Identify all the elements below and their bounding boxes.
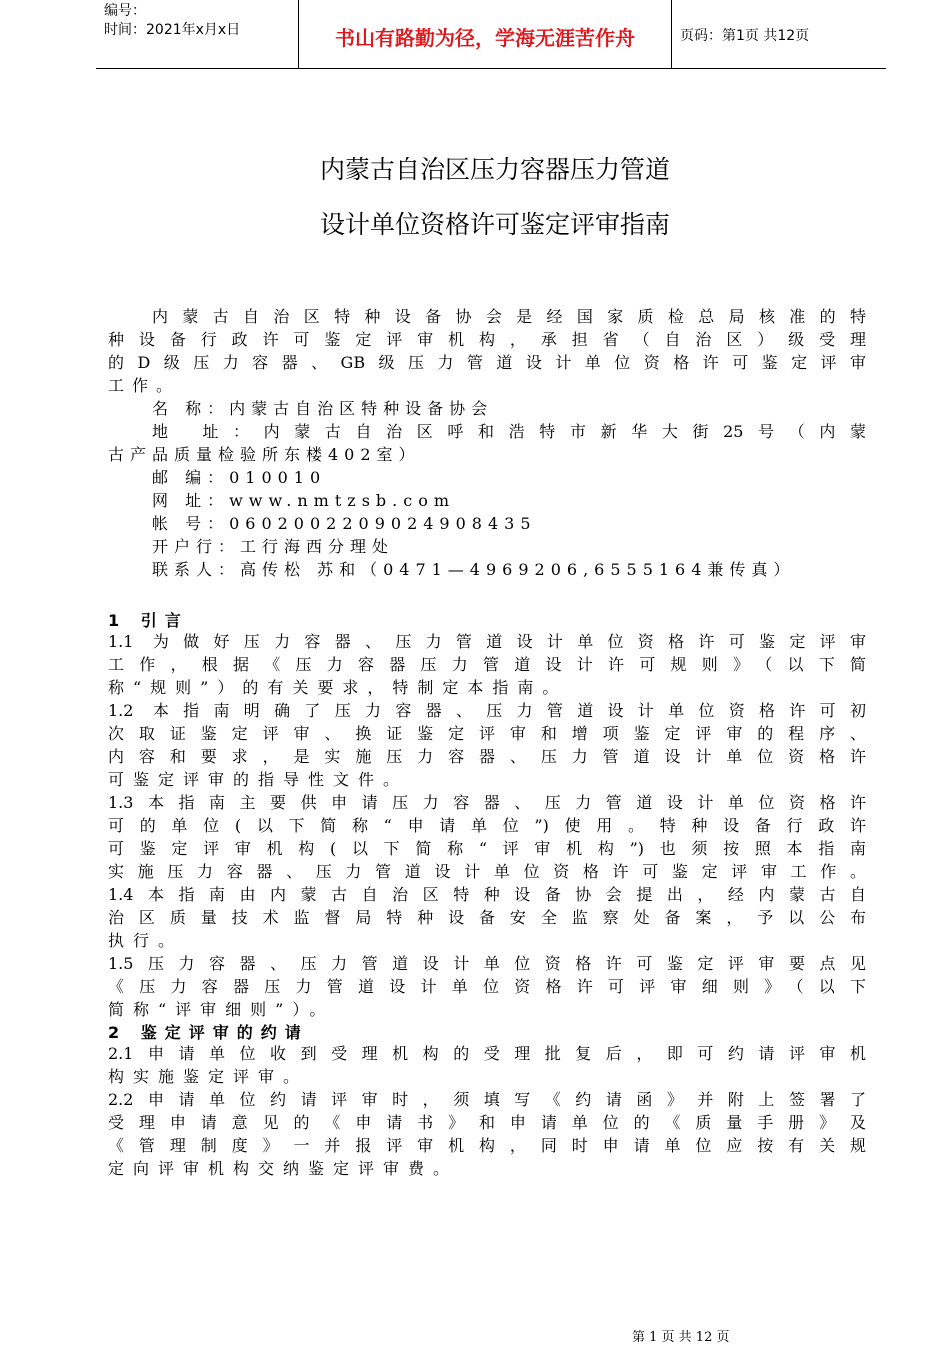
paragraph-line: 2.2申请单位约请评审时，须填写《约请函》并附上签署了 xyxy=(108,1090,866,1109)
contact-postcode: 邮 编：010010 xyxy=(152,468,327,487)
paragraph-line: 简称“评审细则”）。 xyxy=(108,1000,335,1019)
page-footer: 第 1 页 共 12 页 xyxy=(632,1330,730,1345)
paragraph-line: 1.1 为做好压力容器、压力管道设计单位资格许可鉴定评审 xyxy=(108,632,866,651)
paragraph-line: 称“规则”）的有关要求，特制定本指南。 xyxy=(108,678,568,697)
document-title-line-1: 内蒙古自治区压力容器压力管道 xyxy=(319,155,670,184)
paragraph-line: 构实施鉴定评审。 xyxy=(108,1067,309,1086)
contact-address-cont: 古产品质量检验所东楼402室） xyxy=(108,445,421,464)
paragraph-line: 实施压力容器、压力管道设计单位资格许可鉴定评审工作。 xyxy=(108,862,866,881)
header-divider xyxy=(96,68,886,69)
contact-account: 帐 号：0602002209024908435 xyxy=(152,514,537,533)
paragraph-line: 可鉴定评审的指导性文件。 xyxy=(108,770,409,789)
header-page-info: 页码：第1页 共12页 xyxy=(680,28,810,44)
contact-persons: 联系人：高传松 苏和（0471—4969206,6555164兼传真） xyxy=(152,560,796,579)
paragraph-line: 1.4本指南由内蒙古自治区特种设备协会提出，经内蒙古自 xyxy=(108,885,866,904)
intro-line: 工作。 xyxy=(108,376,181,395)
intro-line: 的D级压力容器、GB级压力管道设计单位资格许可鉴定评审 xyxy=(108,353,866,372)
header-motto-box xyxy=(298,0,672,68)
paragraph-line: 可鉴定评审机构(以下简称“评审机构”)也须按照本指南 xyxy=(108,839,866,858)
section-heading: 2 鉴定评审的约请 xyxy=(108,1023,309,1042)
paragraph-line: 1.3本指南主要供申请压力容器、压力管道设计单位资格许 xyxy=(108,793,866,812)
document-number-label: 编号： xyxy=(104,3,146,19)
document-title-line-2: 设计单位资格许可鉴定评审指南 xyxy=(319,210,670,239)
header-motto: 书山有路勤为径，学海无涯苦作舟 xyxy=(335,26,635,50)
intro-line: 种设备行政许可鉴定评审机构，承担省（自治区）级受理 xyxy=(108,330,866,349)
contact-address: 地 址：内蒙古自治区呼和浩特市新华大街25号（内蒙 xyxy=(152,422,866,441)
paragraph-line: 次取证鉴定评审、换证鉴定评审和增项鉴定评审的程序、 xyxy=(108,724,866,743)
paragraph-line: 1.5压力容器、压力管道设计单位资格许可鉴定评审要点见 xyxy=(108,954,866,973)
paragraph-line: 定向评审机构交纳鉴定评审费。 xyxy=(108,1159,459,1178)
paragraph-line: 《管理制度》一并报评审机构，同时申请单位应按有关规 xyxy=(108,1136,866,1155)
paragraph-line: 《压力容器压力管道设计单位资格许可评审细则》（以下 xyxy=(108,977,866,996)
paragraph-line: 工作，根据《压力容器压力管道设计许可规则》（以下简 xyxy=(108,655,866,674)
section-heading: 1 引言 xyxy=(108,611,189,630)
contact-bank: 开户行：工行海西分理处 xyxy=(152,537,395,556)
paragraph-line: 治区质量技术监督局特种设备安全监察处备案，予以公布 xyxy=(108,908,866,927)
paragraph-line: 受理申请意见的《申请书》和申请单位的《质量手册》及 xyxy=(108,1113,866,1132)
paragraph-line: 内容和要求，是实施压力容器、压力管道设计单位资格许 xyxy=(108,747,866,766)
paragraph-line: 2.1申请单位收到受理机构的受理批复后，即可约请评审机 xyxy=(108,1044,866,1063)
header-meta xyxy=(104,2,240,40)
contact-website: 网 址：www.nmtzsb.com xyxy=(152,491,456,510)
paragraph-line: 可的单位(以下简称“申请单位”)使用。特种设备行政许 xyxy=(108,816,866,835)
contact-name: 名 称：内蒙古自治区特种设备协会 xyxy=(152,399,494,418)
intro-line: 内蒙古自治区特种设备协会是经国家质检总局核准的特 xyxy=(152,307,866,326)
document-date: 时间：2021年x月x日 xyxy=(104,22,241,38)
paragraph-line: 执行。 xyxy=(108,931,184,950)
paragraph-line: 1.2 本指南明确了压力容器、压力管道设计单位资格许可初 xyxy=(108,701,866,720)
